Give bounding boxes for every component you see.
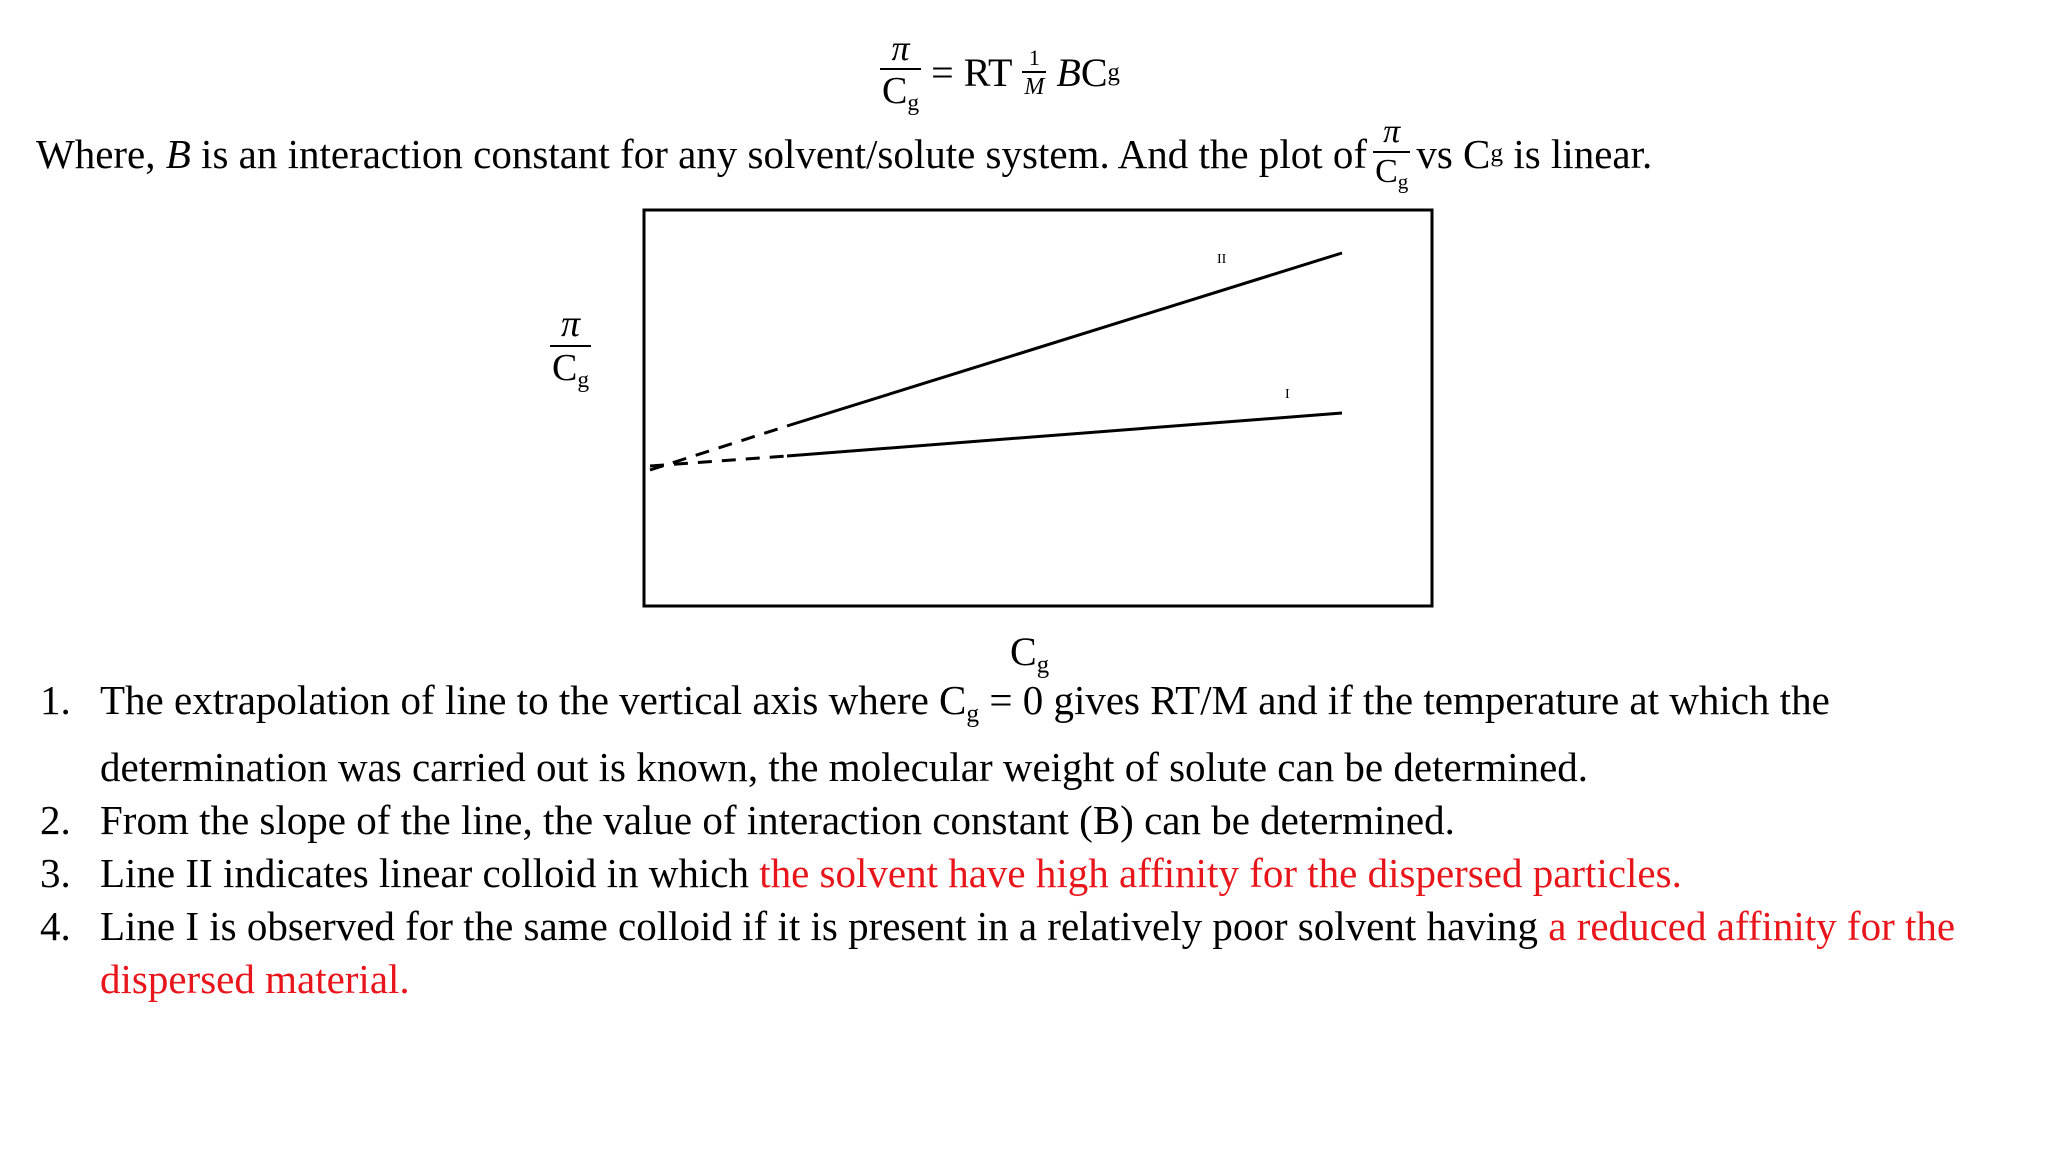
list-item-text: Line II indicates linear colloid in which (100, 849, 760, 896)
intro-vs-sub: g (1490, 139, 1504, 168)
intro-b: B (165, 130, 191, 177)
intro-tail: is linear. (1513, 130, 1653, 177)
intro-sentence (36, 115, 1652, 192)
graph-y-axis-label (550, 305, 591, 393)
graph-x-axis-label (1010, 628, 1049, 679)
intro-fraction (1373, 115, 1410, 192)
equation-rhs-sub: g (1107, 58, 1120, 86)
equation-one-over-m (1022, 44, 1046, 100)
intro-fraction-numerator: π (1383, 113, 1401, 150)
list-item (40, 847, 2030, 900)
graph-frame (644, 210, 1432, 606)
list-item-number: 1. (40, 677, 71, 723)
equation-lhs-fraction (880, 30, 921, 116)
equation-b: B (1056, 50, 1081, 96)
list-item-number: 4. (40, 902, 71, 949)
equation-rhs-c: C (1080, 50, 1108, 96)
y-label-numerator: π (561, 303, 581, 345)
equation-lhs-numerator: π (891, 28, 910, 68)
list-item-text-cont: = 0 gives RT/M and if the temperature at which the determination was carried out is known, the molecular weight of solute can be determined. (100, 677, 1830, 790)
y-label-sub: g (577, 367, 590, 394)
equation-lhs-c: C (882, 70, 908, 112)
y-label-c: C (552, 347, 578, 389)
equation-equals-rt: = RT (931, 50, 1013, 96)
equation-small-numerator: 1 (1028, 44, 1040, 70)
y-label-denominator (550, 345, 591, 393)
list-item-number: 3. (40, 849, 71, 896)
list-item-text: Line I is observed for the same colloid if it is present in a relatively poor solvent having (100, 902, 1549, 949)
line-i-label: I (1285, 387, 1290, 402)
list-item (40, 900, 2030, 1006)
x-label-c: C (1010, 629, 1037, 674)
equation-lhs-denominator (880, 68, 921, 116)
list-item-highlight: the solvent have high affinity for the dispersed particles. (759, 849, 1682, 896)
list-item-text: From the slope of the line, the value of interaction constant (B) can be determined. (100, 796, 1455, 843)
list-item-text: The extrapolation of line to the vertical axis where C (100, 677, 967, 723)
equation-small-denominator: M (1022, 71, 1046, 99)
points-list (40, 674, 2030, 1006)
equation (880, 30, 1120, 116)
graph (642, 208, 1434, 608)
intro-fraction-denominator (1373, 151, 1410, 192)
equation-lhs-sub: g (907, 90, 920, 117)
y-label-fraction (550, 305, 591, 393)
intro-fraction-c: C (1375, 153, 1398, 190)
list-item-highlight: a reduced affinity for the dispersed material. (100, 902, 1956, 1002)
x-label-sub: g (1036, 651, 1050, 679)
intro-where: Where, (36, 130, 156, 177)
list-item (40, 674, 2030, 794)
intro-fraction-sub: g (1397, 169, 1409, 194)
list-item (40, 794, 2030, 847)
intro-text: is an interaction constant for any solvent/solute system. And the plot of (201, 130, 1368, 177)
intro-vs: vs C (1416, 130, 1491, 177)
list-item-number: 2. (40, 796, 71, 843)
list-item-sub: g (966, 699, 980, 728)
line-ii-label: II (1217, 252, 1227, 267)
